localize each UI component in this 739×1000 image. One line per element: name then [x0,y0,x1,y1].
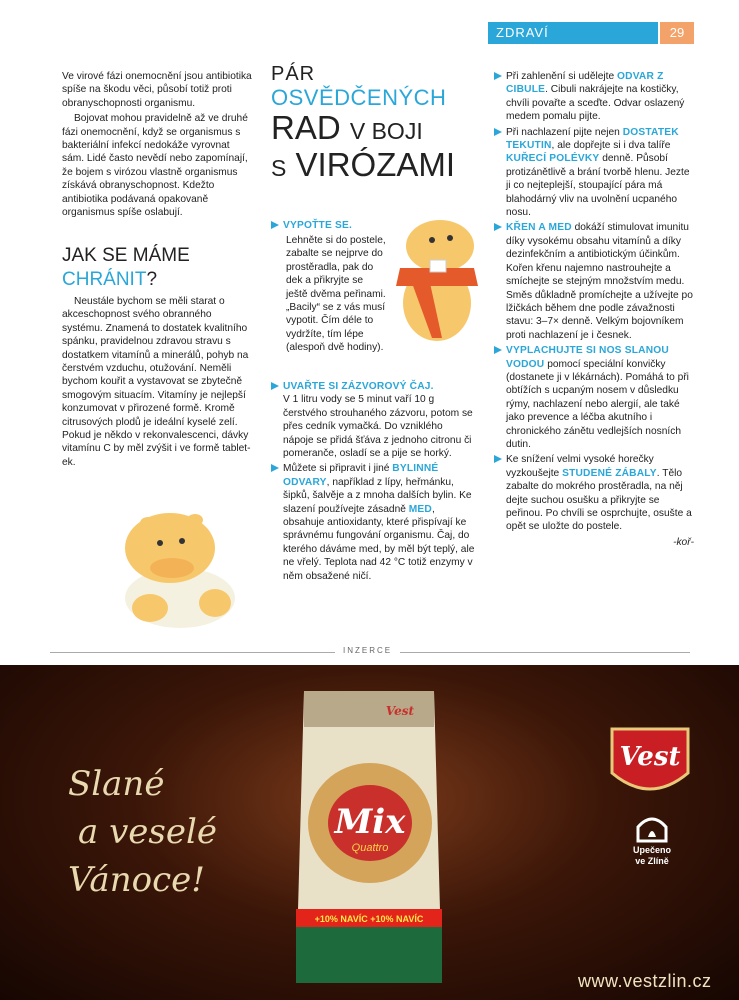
bullet-icon [494,72,502,80]
tip-highlight: MED [408,503,432,515]
paragraph: Bojovat mohou pravidelně až ve druhé fázi onemocnění, když se organismus s bakteriální infekcí nedokáže vyrovnat sám. Lidé často nevědí nebo zapomínají, že bojem s virózou vlastně organismus získává obranyschopnost. Kdežto antibiotika podávaná opakovaně organismus spíše oslabují. [62,113,248,219]
ad-url[interactable]: www.vestzlin.cz [578,971,712,991]
title-word: S [271,155,287,181]
ad-slogan [68,760,238,904]
tip-highlight: KUŘECÍ POLÉVKY [506,153,600,165]
vest-logo [606,725,694,797]
article-title [271,63,486,185]
tip-text: , například z lípy, heřmánku, šipků, šalvěje a z mnoha dalších bylin. Ke slazení používejte zásadně [283,476,472,515]
author-signature: -koř- [673,536,694,548]
title-word: VIRÓZAMI [295,146,456,183]
title-line-accent: OSVĚDČENÝCH [271,85,447,110]
paragraph: Neustále bychom se měli starat o akceschopnost svého obranného systému. Znamená to dostatek kvalitního spánku, pravidelnou zdravou stravu s dostatkem vitamínů a minerálů, pohyb na čerstvém vzduchu, otužování. Neměli bychom kouřit a vystavovat se zbytečně smogovým situacím. Vitamíny je nejlepší konzumovat v přirozené formě. Kromě citrusových plodů je ideální kyselé zelí. Pokud je někdo v rekonvalescenci, dávky vitamínu C by měl zvýšit i ve formě tabletek. [62,296,251,468]
tip-item [494,221,694,342]
tip-text: dokáží stimulovat imunitu díky vysokému obsahu vitamínů a díky dezinfekčním a antibiotickým účinkům. Kořen křenu najemno nastrouhejte a smíchejte se stejným množstvím medu. Směs důkladně promíchejte a užívejte po lžičkách během dne podle závažnosti stavu: 3–7× denně. Velkým bojovníkem proti nachlazení je i česnek. [506,222,693,341]
page-number: 29 [660,22,694,44]
tip-item [494,126,694,220]
section-label: ZDRAVÍ [496,25,549,40]
brand-name: Vest [619,742,681,772]
heading-line: JAK SE MÁME [62,245,190,266]
tip-highlight: BYLINNÉ ODVARY [283,463,439,488]
column-middle [271,219,383,234]
tip-item [494,70,694,124]
bullet-icon [271,221,279,229]
tip-item [494,453,694,533]
tip-highlight: UVAŘTE SI ZÁZVOROVÝ ČAJ. [283,381,434,392]
title-word: V BOJI [349,118,423,144]
tip-text: pomocí speciální konvičky (dostanete ji v lékárnách). Pomáhá to při obtížích s ucpaným nosem v důsledku rýmy, nachlazení nebo alergií, ale také jako prevence a léčba akutního i chronického zánětu vedlejších nosních dutin. [506,358,689,450]
slogan-line: Slané [68,764,165,804]
slogan-line: Vánoce! [68,860,205,900]
column-right [494,70,694,549]
heading-mark: ? [146,269,158,290]
column-left [62,70,252,221]
tip-highlight: VYPLACHUJTE SI NOS SLANOU VODOU [506,345,669,370]
tip-text: . Tělo zabalte do mokrého prostěradla, na něj dejte suchou osušku a přikryjte se peřinou. Po chvíli se osprchujte, osušte a opět se uložte do postele. [506,467,692,533]
column-middle-2 [271,380,476,585]
title-line: PÁR [271,63,316,85]
product-name: Mix [334,802,406,842]
hippo-illustration [100,478,260,638]
tip-highlight: ODVAR Z CIBULE [506,71,664,96]
tip-highlight: STUDENÉ ZÁBALY [562,467,657,479]
tip-item [271,380,476,460]
tip-item [494,344,694,451]
bullet-icon [494,128,502,136]
divider-right [400,652,690,653]
bullet-icon [494,223,502,231]
product-bag [290,683,448,995]
tip-text: Při zahlenění si udělejte [506,71,615,82]
promo-text: +10% NAVÍC +10% NAVÍC [314,914,424,924]
tip-text: V 1 litru vody se 5 minut vaří 10 g čerstvého strouhaného zázvoru, potom se přes cedník vymačká. Do vzniklého nápoje se přidá šťáva z jednoho citronu či pomeranče, osladí se a pije se horký. [283,394,473,460]
bag-brand: Vest [385,704,415,718]
title-word: RAD [271,109,341,146]
tip-text: Lehněte si do postele, zabalte se nejprve do prostěradla, pak do dek a přikryjte se ještě dvěma peřinami. „Bacily“ se z vás musí vypotit. Čím déle to vydržíte, tím lépe (alespoň dvě hodiny). [286,235,386,354]
tip-text: , ale dopřejte si i dva talíře [551,140,671,152]
tip-text: . Cibuli nakrájejte na kostičky, chvíli povařte a sceďte. Odvar oslazený medem pomalu pijte. [506,84,685,123]
baked-line: ve Zlíně [635,856,669,866]
product-sub: Quattro [351,842,389,854]
bullet-icon [494,346,502,354]
slogan-line: a veselé [78,812,217,852]
divider-left [50,652,335,653]
advertisement[interactable] [0,665,739,1000]
baked-badge [622,845,682,867]
tip-text: denně. Působí protizánětlivě a brání tvorbě hlenu. Jezte ji co nejteplejší, stoupající pára má blahodárný vliv na uvolnění ucpaného nosu. [506,153,690,219]
tip-item [271,462,476,583]
bullet-icon [271,382,279,390]
paragraph: Ve virové fázi onemocnění jsou antibiotika spíše na škodu věci, působí totiž proti obranyschopnosti organismu. [62,71,252,109]
tip-item [271,219,383,232]
tip-text: , obsahuje antioxidanty, které přispívají ke správnému fungování organismu. Čaj, do kterého dáváme med, by měl být teplý, ale ne vřelý. Teplota nad 42 °C totiž enzymy v něm obsažené ničí. [283,503,475,582]
tip-text: Při nachlazení pijte nejen [506,126,620,138]
tip-highlight: KŘEN A MED [506,222,572,234]
oven-icon [634,811,670,843]
column-middle-text [286,234,386,355]
tip-highlight: DOSTATEK TEKUTIN [506,126,679,152]
section-heading [62,244,190,292]
tip-text: Ke snížení velmi vysoké horečky vyzkoušejte [506,454,654,479]
tip-text: Můžete si připravit i jiné [283,463,390,475]
column-left-2 [62,295,252,471]
tip-highlight: VYPOŤTE SE. [283,220,353,231]
sick-hippo-illustration [382,208,490,344]
bullet-icon [494,455,502,463]
bullet-icon [271,464,279,472]
heading-accent: CHRÁNIT [62,269,147,290]
baked-line: Upečeno [632,845,671,855]
ad-label: INZERCE [343,646,393,655]
